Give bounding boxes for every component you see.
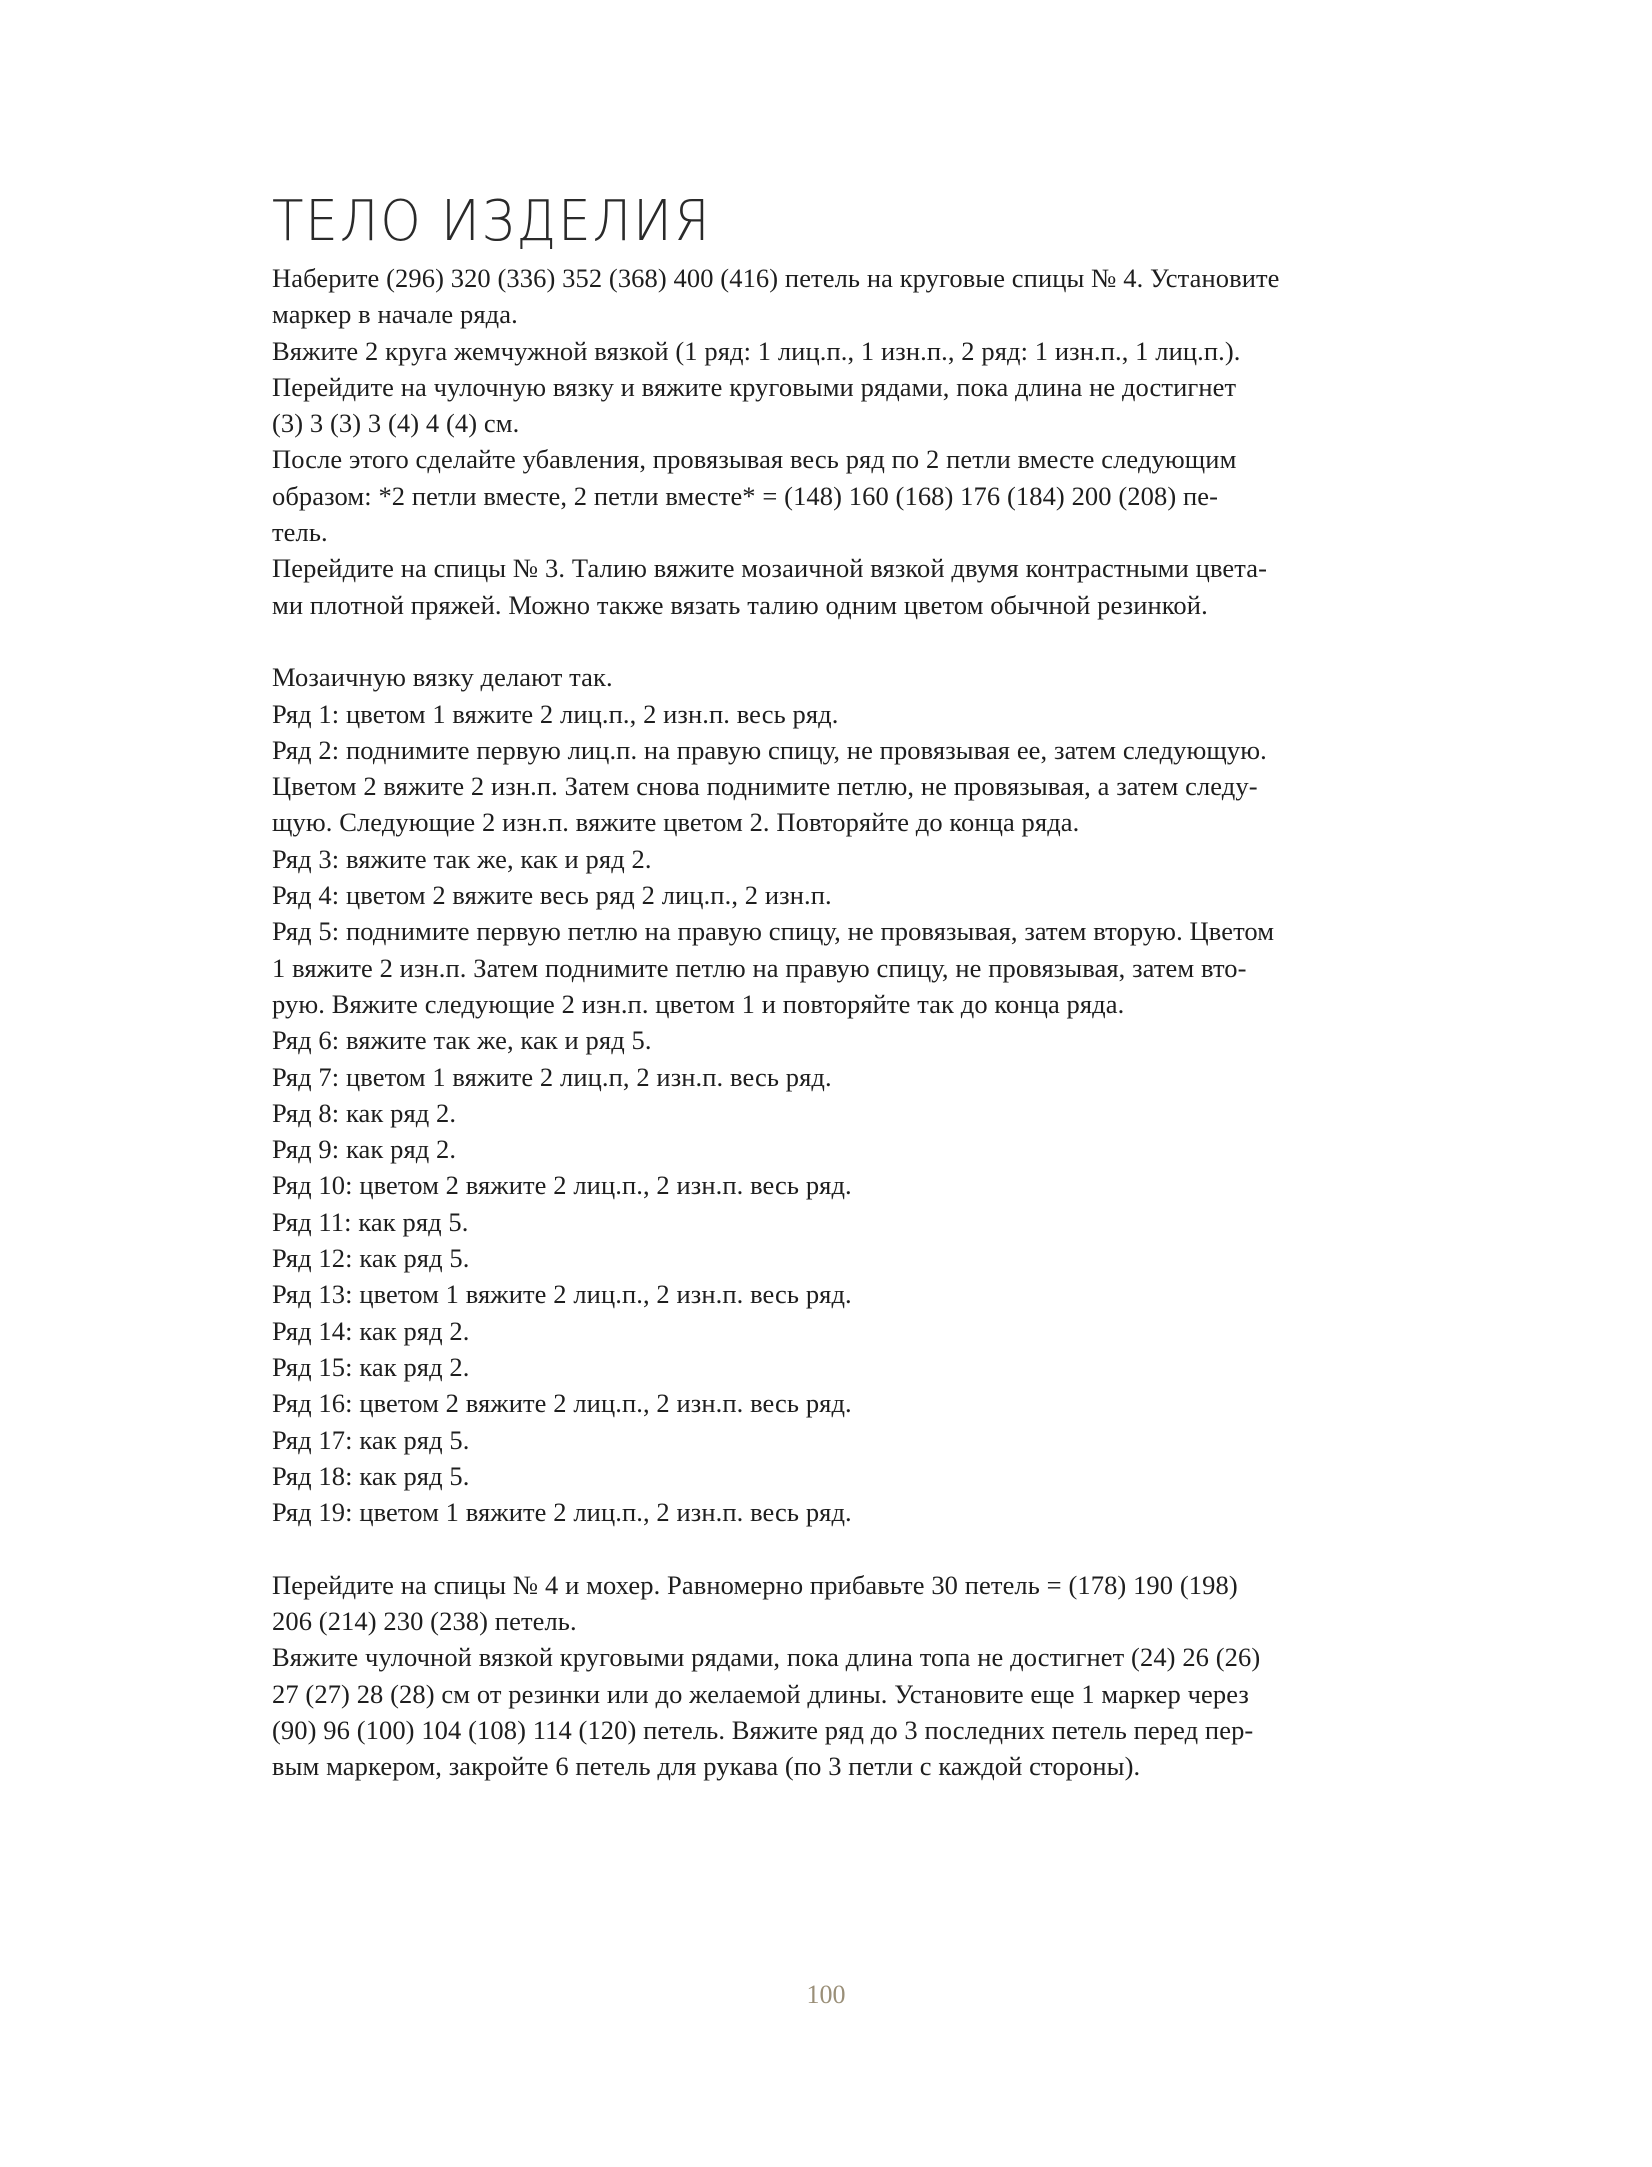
text-line: Перейдите на чулочную вязку и вяжите круговыми рядами, пока длина не достигнет	[272, 371, 1237, 402]
text-line: Ряд 10: цветом 2 вяжите 2 лиц.п., 2 изн.п. весь ряд.	[272, 1170, 852, 1201]
text-line: (3) 3 (3) 3 (4) 4 (4) см.	[272, 408, 520, 439]
text-line: Перейдите на спицы № 3. Талию вяжите мозаичной вязкой двумя контрастными цвета-	[272, 553, 1268, 584]
text-line: 27 (27) 28 (28) см от резинки или до желаемой длины. Установите еще 1 маркер через	[272, 1678, 1249, 1709]
text-line: вым маркером, закройте 6 петель для рукава (по 3 петли с каждой стороны).	[272, 1751, 1141, 1782]
text-line: Ряд 9: как ряд 2.	[272, 1134, 457, 1165]
text-line: Ряд 7: цветом 1 вяжите 2 лиц.п, 2 изн.п. весь ряд.	[272, 1061, 832, 1092]
text-line: Вяжите 2 круга жемчужной вязкой (1 ряд: 1 лиц.п., 1 изн.п., 2 ряд: 1 изн.п., 1 лиц.п.).	[272, 335, 1241, 366]
text-line: (90) 96 (100) 104 (108) 114 (120) петель. Вяжите ряд до 3 последних петель перед пер-	[272, 1714, 1254, 1745]
text-line: Ряд 17: как ряд 5.	[272, 1424, 470, 1455]
text-line: Мозаичную вязку делают так.	[272, 662, 613, 693]
text-line: рую. Вяжите следующие 2 изн.п. цветом 1 и повторяйте так до конца ряда.	[272, 988, 1125, 1019]
text-line: 206 (214) 230 (238) петель.	[272, 1605, 577, 1636]
text-line: Ряд 1: цветом 1 вяжите 2 лиц.п., 2 изн.п. весь ряд.	[272, 698, 839, 729]
text-line: Ряд 3: вяжите так же, как и ряд 2.	[272, 843, 652, 874]
page-title: ТЕЛО ИЗДЕЛИЯ	[272, 189, 712, 254]
text-line: Ряд 12: как ряд 5.	[272, 1243, 470, 1274]
text-line: Ряд 8: как ряд 2.	[272, 1097, 457, 1128]
text-line: Перейдите на спицы № 4 и мохер. Равномерно прибавьте 30 петель = (178) 190 (198)	[272, 1569, 1238, 1600]
text-line: Ряд 4: цветом 2 вяжите весь ряд 2 лиц.п., 2 изн.п.	[272, 880, 832, 911]
text-line: Ряд 19: цветом 1 вяжите 2 лиц.п., 2 изн.п. весь ряд.	[272, 1497, 852, 1528]
text-line: Вяжите чулочной вязкой круговыми рядами, пока длина топа не достигнет (24) 26 (26)	[272, 1642, 1261, 1673]
text-line: ми плотной пряжей. Можно также вязать талию одним цветом обычной резинкой.	[272, 589, 1208, 620]
text-line: образом: *2 петли вместе, 2 петли вместе* = (148) 160 (168) 176 (184) 200 (208) пе-	[272, 480, 1219, 511]
text-line: После этого сделайте убавления, провязывая весь ряд по 2 петли вместе следующим	[272, 444, 1237, 475]
text-line: Ряд 11: как ряд 5.	[272, 1206, 469, 1237]
text-line: Ряд 18: как ряд 5.	[272, 1460, 470, 1491]
text-line: маркер в начале ряда.	[272, 299, 518, 330]
paragraph-intro	[272, 260, 1472, 623]
text-line: Ряд 15: как ряд 2.	[272, 1351, 470, 1382]
text-line: щую. Следующие 2 изн.п. вяжите цветом 2. Повторяйте до конца ряда.	[272, 807, 1080, 838]
page-content	[272, 189, 1472, 1784]
paragraph-gap	[272, 623, 1472, 659]
text-line: 1 вяжите 2 изн.п. Затем поднимите петлю на правую спицу, не провязывая, затем вто-	[272, 952, 1247, 983]
text-line: Ряд 6: вяжите так же, как и ряд 5.	[272, 1025, 652, 1056]
paragraph-body	[272, 1567, 1472, 1785]
text-line: тель.	[272, 517, 328, 548]
text-line: Ряд 2: поднимите первую лиц.п. на правую спицу, не провязывая ее, затем следующую.	[272, 734, 1267, 765]
text-line: Ряд 5: поднимите первую петлю на правую спицу, не провязывая, затем вторую. Цветом	[272, 916, 1275, 947]
paragraph-mosaic	[272, 659, 1472, 1530]
text-line: Ряд 13: цветом 1 вяжите 2 лиц.п., 2 изн.п. весь ряд.	[272, 1279, 852, 1310]
paragraph-gap	[272, 1530, 1472, 1566]
page-number: 100	[806, 1980, 846, 2009]
text-line: Ряд 16: цветом 2 вяжите 2 лиц.п., 2 изн.п. весь ряд.	[272, 1388, 852, 1419]
text-line: Цветом 2 вяжите 2 изн.п. Затем снова поднимите петлю, не провязывая, а затем следу-	[272, 771, 1258, 802]
text-line: Наберите (296) 320 (336) 352 (368) 400 (416) петель на круговые спицы № 4. Установите	[272, 263, 1280, 293]
text-line: Ряд 14: как ряд 2.	[272, 1315, 470, 1346]
